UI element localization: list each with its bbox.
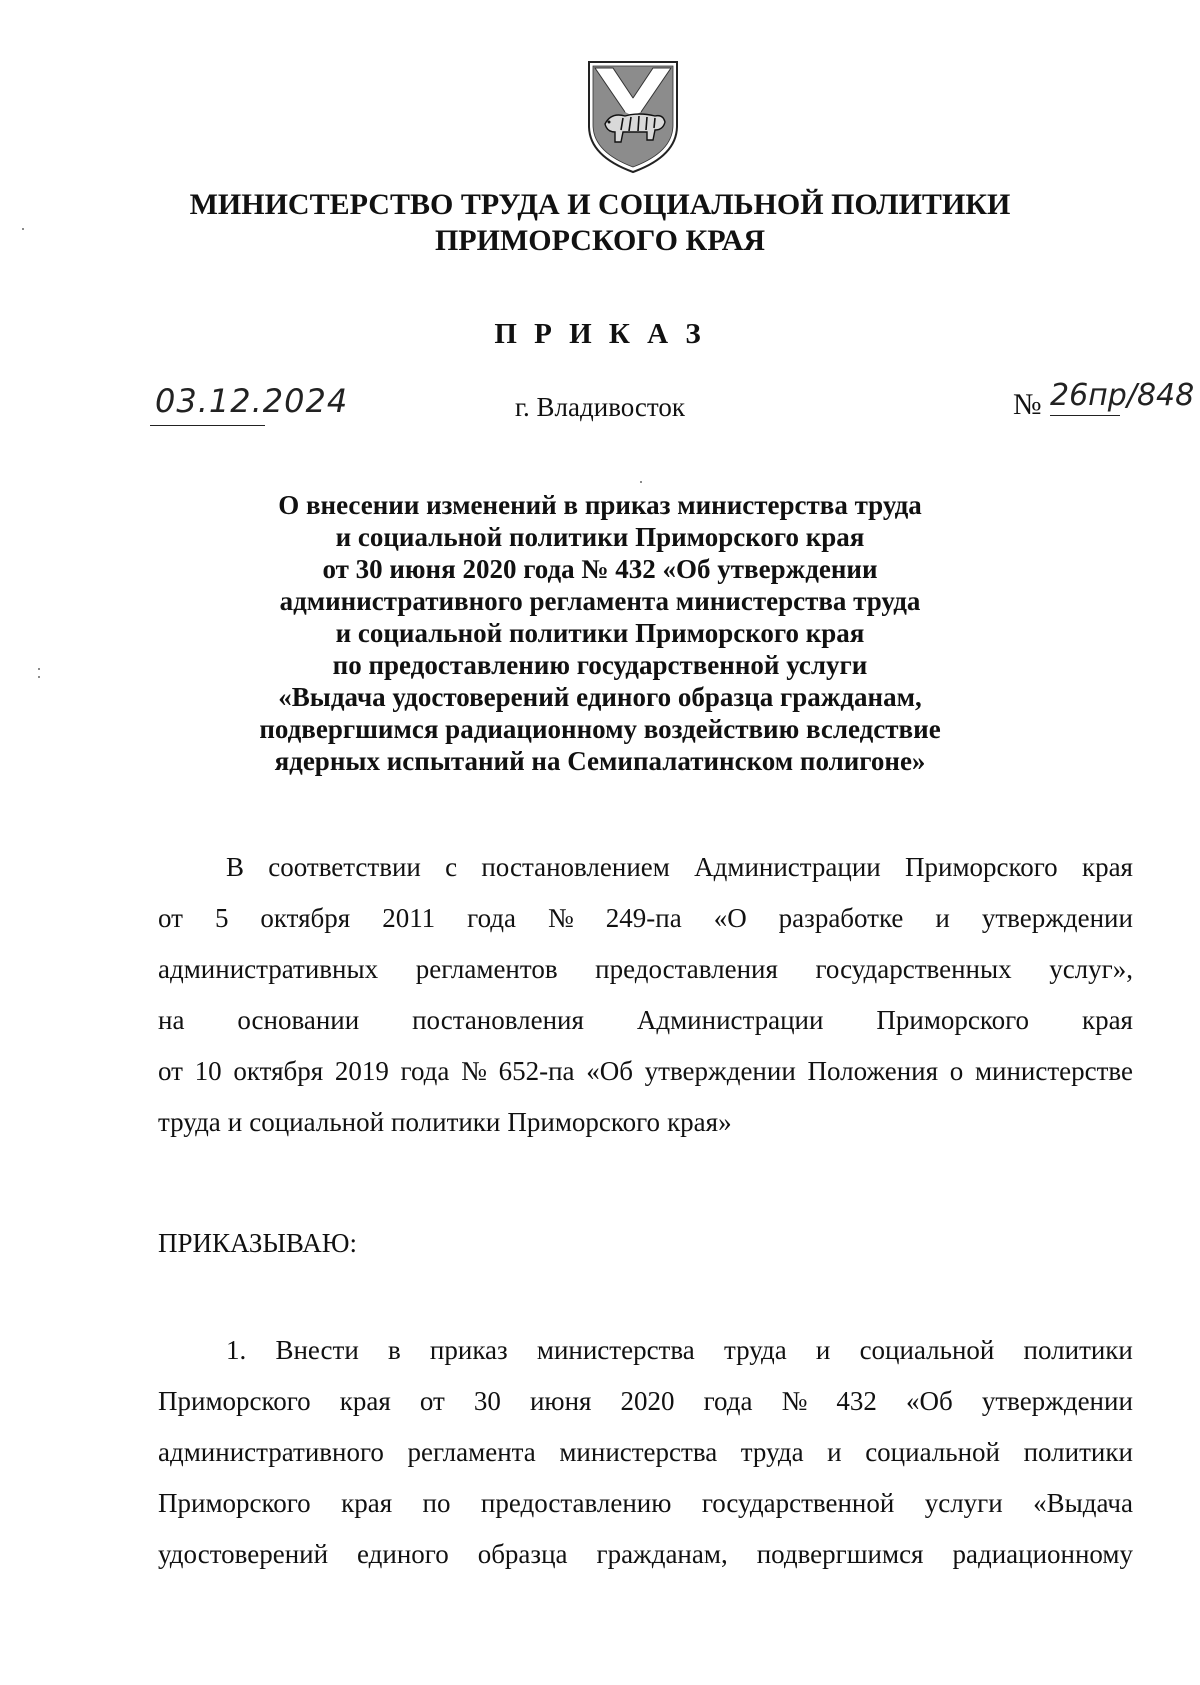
word: от (158, 903, 183, 933)
word: труда (723, 1335, 787, 1365)
word: утверждении (981, 1386, 1133, 1416)
word: № (548, 903, 574, 933)
order-number-handwritten: 26пр/848 (1050, 378, 1195, 413)
order-directive-word: ПРИКАЗЫВАЮ: (158, 1228, 357, 1258)
word: 30 (473, 1386, 501, 1416)
ministry-header (0, 187, 1200, 259)
word: приказ (429, 1335, 508, 1365)
word: края (1081, 852, 1133, 882)
subject-line: подвергшимся радиационному воздействию вследствие (259, 714, 941, 744)
scan-speck (640, 481, 642, 483)
word: от (419, 1386, 445, 1416)
scan-speck (22, 228, 24, 230)
word: 5 (214, 903, 229, 933)
item-line (158, 1376, 1133, 1427)
preamble-line (158, 893, 1133, 944)
word: «Об (905, 1386, 953, 1416)
word: 10 (194, 1056, 222, 1086)
scan-speck (38, 668, 40, 670)
word: 249-па (605, 903, 682, 933)
word: политики (1023, 1335, 1133, 1365)
word: Приморского (158, 1488, 311, 1518)
ministry-name-line-1: МИНИСТЕРСТВО ТРУДА И СОЦИАЛЬНОЙ ПОЛИТИКИ (189, 188, 1011, 221)
subject-line: административного регламента министерства труда (279, 586, 921, 616)
preamble-line (158, 944, 1133, 995)
item-line (158, 1478, 1133, 1529)
item-line (158, 1529, 1133, 1580)
word: «Выдача (1033, 1488, 1133, 1518)
order-date-handwritten: 03.12.2024 (155, 382, 349, 420)
item-line (158, 1325, 1133, 1376)
word: постановления (412, 1005, 584, 1035)
word: радиационному (952, 1539, 1133, 1569)
word: основании (237, 1005, 360, 1035)
word: социальной (249, 1107, 385, 1137)
word: Администрации (694, 852, 881, 882)
word: соответствии (268, 852, 421, 882)
word: «О (713, 903, 747, 933)
word: на (158, 1005, 185, 1035)
word: административного (158, 1437, 384, 1467)
word: административных (158, 954, 379, 984)
word: с (445, 852, 458, 882)
word: № (781, 1386, 808, 1416)
order-number-label: № (1013, 388, 1042, 421)
word: в (387, 1335, 401, 1365)
word: и (227, 1107, 243, 1137)
word: Приморского (158, 1386, 311, 1416)
word: года (467, 903, 517, 933)
word: края (341, 1488, 393, 1518)
subject-line: по предоставлению государственной услуги (332, 650, 868, 680)
word: разработке (778, 903, 904, 933)
scan-speck (38, 676, 40, 678)
word: услуг», (1049, 954, 1133, 984)
word: регламентов (415, 954, 558, 984)
word: труда (740, 1437, 804, 1467)
word: Администрации (636, 1005, 824, 1035)
word: В (226, 852, 245, 882)
ministry-name-line-2: ПРИМОРСКОГО КРАЯ (434, 224, 766, 257)
word: № (461, 1056, 487, 1086)
subject-line: «Выдача удостоверений единого образца гражданам, (278, 682, 922, 712)
word: года (400, 1056, 450, 1086)
word: Внести (275, 1335, 359, 1365)
word: политики (391, 1107, 501, 1137)
number-underline (1050, 415, 1120, 416)
word: года (703, 1386, 753, 1416)
subject-line: О внесении изменений в приказ министерства труда (278, 490, 922, 520)
word: октября (233, 1056, 324, 1086)
order-city: г. Владивосток (515, 392, 685, 422)
item-line (158, 1427, 1133, 1478)
word: края» (667, 1107, 732, 1137)
word: предоставлению (480, 1488, 672, 1518)
order-subject (0, 489, 1200, 777)
word: о (949, 1056, 964, 1086)
word: края (1081, 1005, 1133, 1035)
word: труда (158, 1107, 221, 1137)
word: утверждении (981, 903, 1133, 933)
subject-line: и социальной политики Приморского края (335, 522, 865, 552)
word: социальной (865, 1437, 1000, 1467)
word: Приморского (507, 1107, 661, 1137)
word: «Об (586, 1056, 633, 1086)
subject-line: от 30 июня 2020 года № 432 «Об утверждении (322, 554, 878, 584)
word: образца (477, 1539, 568, 1569)
preamble-line (158, 1097, 1133, 1148)
word: 2020 (620, 1386, 675, 1416)
order-title: П Р И К А З (494, 318, 706, 350)
preamble-line (158, 842, 1133, 893)
word: 2019 (334, 1056, 389, 1086)
word: от (158, 1056, 183, 1086)
word: единого (357, 1539, 449, 1569)
word: регламента (407, 1437, 536, 1467)
word: Положения (807, 1056, 939, 1086)
word: 432 (836, 1386, 877, 1416)
word: и (815, 1335, 831, 1365)
preamble-paragraph (158, 842, 1133, 1148)
word: края (339, 1386, 391, 1416)
word: Приморского (905, 852, 1058, 882)
subject-line: и социальной политики Приморского края (335, 618, 865, 648)
word: утверждении (644, 1056, 796, 1086)
subject-line: ядерных испытаний на Семипалатинском полигоне» (274, 746, 926, 776)
item-1-paragraph (158, 1325, 1133, 1580)
word: удостоверений (158, 1539, 329, 1569)
word: государственной (701, 1488, 895, 1518)
word: октября (260, 903, 351, 933)
word: министерстве (974, 1056, 1133, 1086)
word: услуги (924, 1488, 1003, 1518)
word: и (827, 1437, 842, 1467)
word: Приморского (876, 1005, 1030, 1035)
word: политики (1023, 1437, 1133, 1467)
word: 2011 (382, 903, 436, 933)
word: гражданам, (596, 1539, 728, 1569)
word: социальной (859, 1335, 995, 1365)
preamble-line (158, 995, 1133, 1046)
word: 652-па (498, 1056, 575, 1086)
word: и (935, 903, 950, 933)
date-underline (150, 425, 265, 426)
word: государственных (815, 954, 1012, 984)
word: подвергшимся (756, 1539, 924, 1569)
word: 1. (226, 1335, 247, 1365)
coat-of-arms-icon (583, 58, 683, 176)
preamble-line (158, 1046, 1133, 1097)
word: июня (529, 1386, 592, 1416)
word: постановлением (481, 852, 670, 882)
word: министерства (536, 1335, 695, 1365)
word: министерства (559, 1437, 718, 1467)
word: предоставления (595, 954, 778, 984)
word: по (422, 1488, 451, 1518)
